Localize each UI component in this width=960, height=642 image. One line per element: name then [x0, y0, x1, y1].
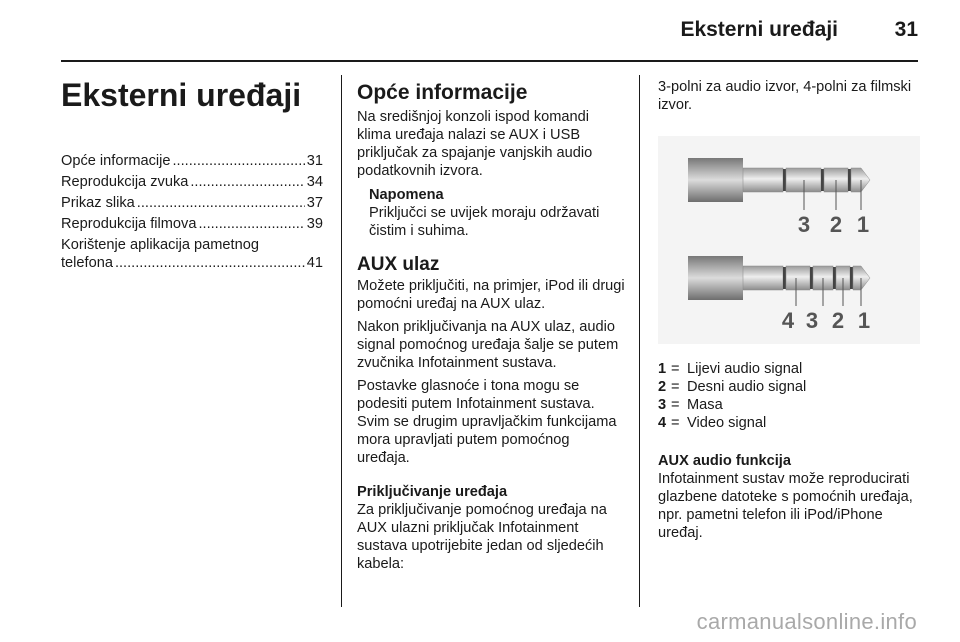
- pole-label: 3: [805, 308, 819, 333]
- paragraph: Možete priključiti, na primjer, iPod ili drugi pomoćni uređaj na AUX ulaz.: [357, 278, 625, 312]
- three-pole-plug: [688, 158, 870, 210]
- paragraph: Postavke glasnoće i tona mogu se podesiti putem Infotainment sustava. Svim se drugim upravljačkim funkcijama mora upravljati putem pomoćnog uređaja.: [357, 378, 617, 466]
- pole-label: 2: [831, 308, 845, 333]
- section-heading: Opće informacije: [357, 81, 528, 104]
- toc-column: [61, 72, 323, 275]
- toc-leader: [173, 152, 305, 170]
- toc-entry[interactable]: [61, 173, 323, 191]
- toc-entry[interactable]: [61, 236, 323, 272]
- note-text: Priključci se uvijek moraju održavati čistim i suhima.: [369, 205, 600, 239]
- toc-entry[interactable]: [61, 194, 323, 212]
- legend-number: 4: [658, 415, 667, 431]
- jack-plug-figure: [658, 136, 920, 344]
- subsection-heading: AUX ulaz: [357, 254, 440, 275]
- toc-entry-page: 34: [306, 174, 323, 190]
- legend-item: 3 = Masa: [658, 397, 723, 413]
- toc-entry-title: Opće informacije: [61, 153, 171, 169]
- toc-leader: [115, 254, 305, 272]
- paragraph: 3-polni za audio izvor, 4-polni za filmski izvor.: [658, 79, 912, 113]
- pole-label: 3: [797, 212, 811, 237]
- toc-entry-page: 31: [306, 153, 323, 169]
- jack-plug-illustration: [658, 136, 920, 344]
- pole-label: 1: [856, 212, 870, 237]
- pole-label: 4: [781, 308, 795, 333]
- minor-heading: AUX audio funkcija: [658, 453, 791, 469]
- legend-text: Masa: [687, 397, 723, 413]
- toc-entry-title: Prikaz slika: [61, 195, 135, 211]
- running-header-title: Eksterni uređaji: [680, 18, 838, 41]
- toc-entry-page: 39: [306, 216, 323, 232]
- toc-leader: [137, 194, 305, 212]
- minor-heading: Priključivanje uređaja: [357, 484, 508, 500]
- toc-entry-title: Reprodukcija filmova: [61, 216, 197, 232]
- toc-entry[interactable]: [61, 215, 323, 233]
- toc-entry-page: 37: [306, 195, 323, 211]
- column-divider: [341, 75, 342, 607]
- paragraph: Za priključivanje pomoćnog uređaja na AUX ulazni priključak Infotainment sustava upotrijebite jedan od sljedećih kabela:: [357, 502, 607, 572]
- legend-number: 3: [658, 397, 667, 413]
- toc-entry-title: Reprodukcija zvuka: [61, 174, 189, 190]
- toc-entry-title-cont: telefona: [61, 255, 113, 271]
- legend-number: 2: [658, 379, 667, 395]
- paragraph: Na središnjoj konzoli ispod komandi klima uređaja nalazi se AUX i USB priključak za spajanje vanjskih audio podatkovnih izvora.: [357, 109, 593, 179]
- legend-text: Video signal: [687, 415, 767, 431]
- toc-entry-page: 41: [306, 255, 323, 271]
- content-column-3: [658, 72, 920, 547]
- legend-text: Lijevi audio signal: [687, 361, 803, 377]
- legend-item: 1 = Lijevi audio signal: [658, 361, 803, 377]
- note-title: Napomena: [369, 187, 444, 203]
- note-box: [369, 186, 625, 240]
- content-column-2: [357, 72, 625, 578]
- pole-label: 2: [829, 212, 843, 237]
- toc-entry[interactable]: [61, 152, 323, 170]
- four-pole-plug: [688, 256, 870, 306]
- paragraph: Nakon priključivanja na AUX ulaz, audio signal pomoćnog uređaja šalje se putem zvučnika Infotainment sustava.: [357, 319, 619, 371]
- header-rule: [61, 60, 918, 62]
- legend-text: Desni audio signal: [687, 379, 807, 395]
- toc-entry-title: Korištenje aplikacija pametnog: [61, 237, 259, 253]
- toc-leader: [190, 173, 304, 191]
- chapter-title: Eksterni uređaji: [61, 77, 302, 113]
- legend-number: 1: [658, 361, 667, 377]
- legend-item: 2 = Desni audio signal: [658, 379, 807, 395]
- figure-legend: [658, 360, 920, 432]
- page-number: 31: [894, 18, 918, 41]
- watermark: carmanualsonline.info: [696, 609, 917, 634]
- pole-label: 1: [857, 308, 871, 333]
- legend-item: 4 = Video signal: [658, 415, 767, 431]
- column-divider: [639, 75, 640, 607]
- paragraph: Infotainment sustav može reproducirati glazbene datoteke s pomoćnih uređaja, npr. pametni telefon ili iPod/iPhone uređaj.: [658, 471, 913, 541]
- toc-leader: [198, 215, 304, 233]
